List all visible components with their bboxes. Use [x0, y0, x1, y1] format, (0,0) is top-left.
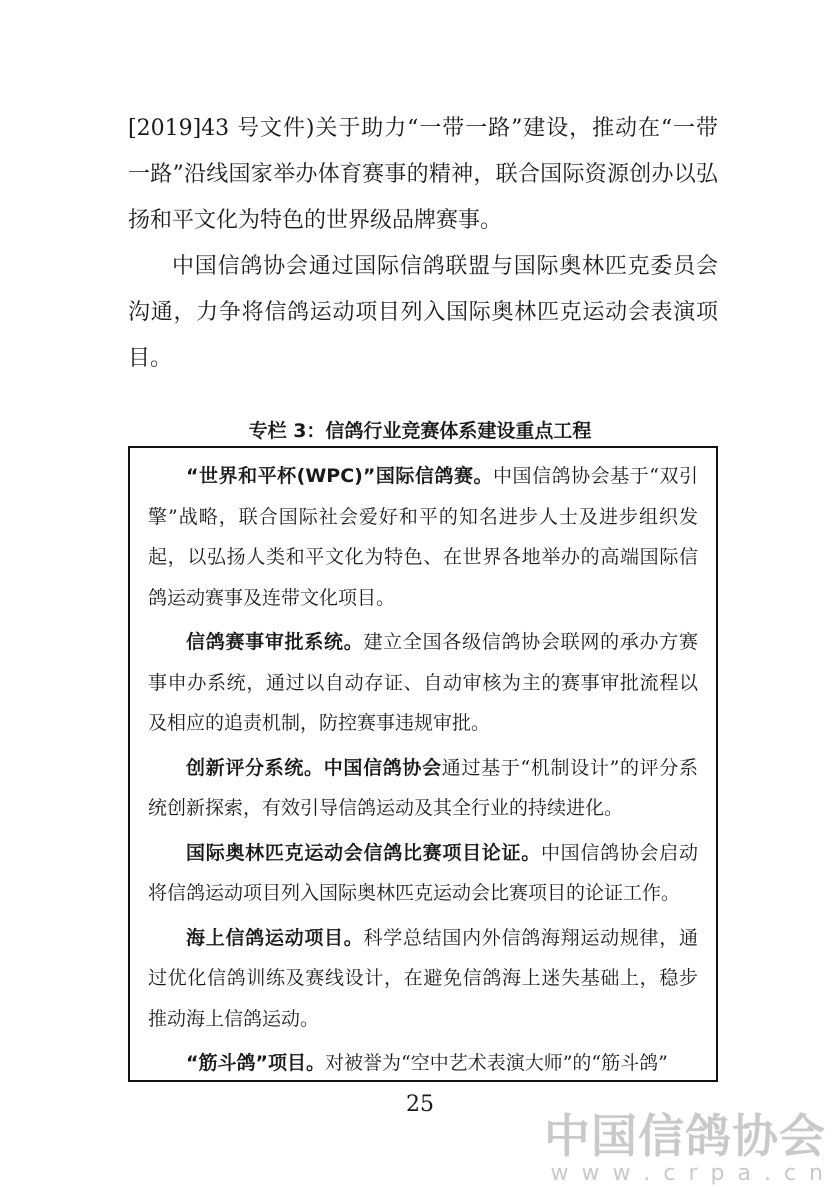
watermark [544, 1110, 826, 1186]
watermark-url: w w w . c r p a . c n [550, 1161, 826, 1186]
box-item-text: 对被誉为“空中艺术表演大师”的“筋斗鸽” [324, 1052, 668, 1074]
box-item-approval-system [148, 622, 698, 744]
box-item-olympic-demo [148, 833, 698, 914]
box-item-text: 中国信鸽协会基于“双引擎”战略，联合国际社会爱好和平的知名进步人士及进步组织发起，以弘扬人类和平文化为特色、在世界各地举办的高端国际信鸽运动赛事及连带文化项目。 [148, 465, 698, 609]
box-item-heading: 创新评分系统。中国信鸽协会 [186, 756, 442, 779]
body-paragraph-2: 中国信鸽协会通过国际信鸽联盟与国际奥林匹克委员会沟通，力争将信鸽运动项目列入国际奥林匹克运动会表演项目。 [128, 254, 718, 371]
watermark-name: 中国信鸽协会 [544, 1109, 826, 1163]
box-item-heading: 信鸽赛事审批系统。 [186, 631, 364, 653]
box-item-text: 中国信鸽协会启动将信鸽运动项目列入国际奥林匹克运动会比赛项目的论证工作。 [148, 841, 698, 904]
feature-box [128, 446, 718, 1082]
box-item-text: 建立全国各级信鸽协会联网的承办方赛事申办系统，通过以自动存证、自动审核为主的赛事审批流程以及相应的追责机制，防控赛事违规审批。 [148, 631, 698, 734]
box-item-heading: “世界和平杯(WPC)”国际信鸽赛。 [186, 465, 494, 487]
box-item-heading: 海上信鸽运动项目。 [186, 926, 364, 949]
box-item-heading: 国际奥林匹克运动会信鸽比赛项目论证。 [186, 841, 541, 864]
box-item-tumbler-pigeon [148, 1043, 698, 1082]
box-item-heading: “筋斗鸽”项目。 [186, 1052, 325, 1074]
box-item-sea-racing [148, 918, 698, 1040]
body-paragraph-1: [2019]43 号文件)关于助力“一带一路”建设，推动在“一带一路”沿线国家举办体育赛事的精神，联合国际资源创办以弘扬和平文化为特色的世界级品牌赛事。 [128, 116, 718, 233]
box-title: 专栏 3：信鸽行业竞赛体系建设重点工程 [248, 420, 592, 442]
box-item-wpc [148, 456, 698, 618]
box-item-text: 通过基于“机制设计”的评分系统创新探索，有效引导信鸽运动及其全行业的持续进化。 [148, 756, 698, 819]
page-number: 25 [406, 1092, 434, 1117]
box-item-text: 科学总结国内外信鸽海翔运动规律，通过优化信鸽训练及赛线设计，在避免信鸽海上迷失基础上，稳步推动海上信鸽运动。 [148, 926, 698, 1030]
box-item-scoring-system [148, 748, 698, 829]
